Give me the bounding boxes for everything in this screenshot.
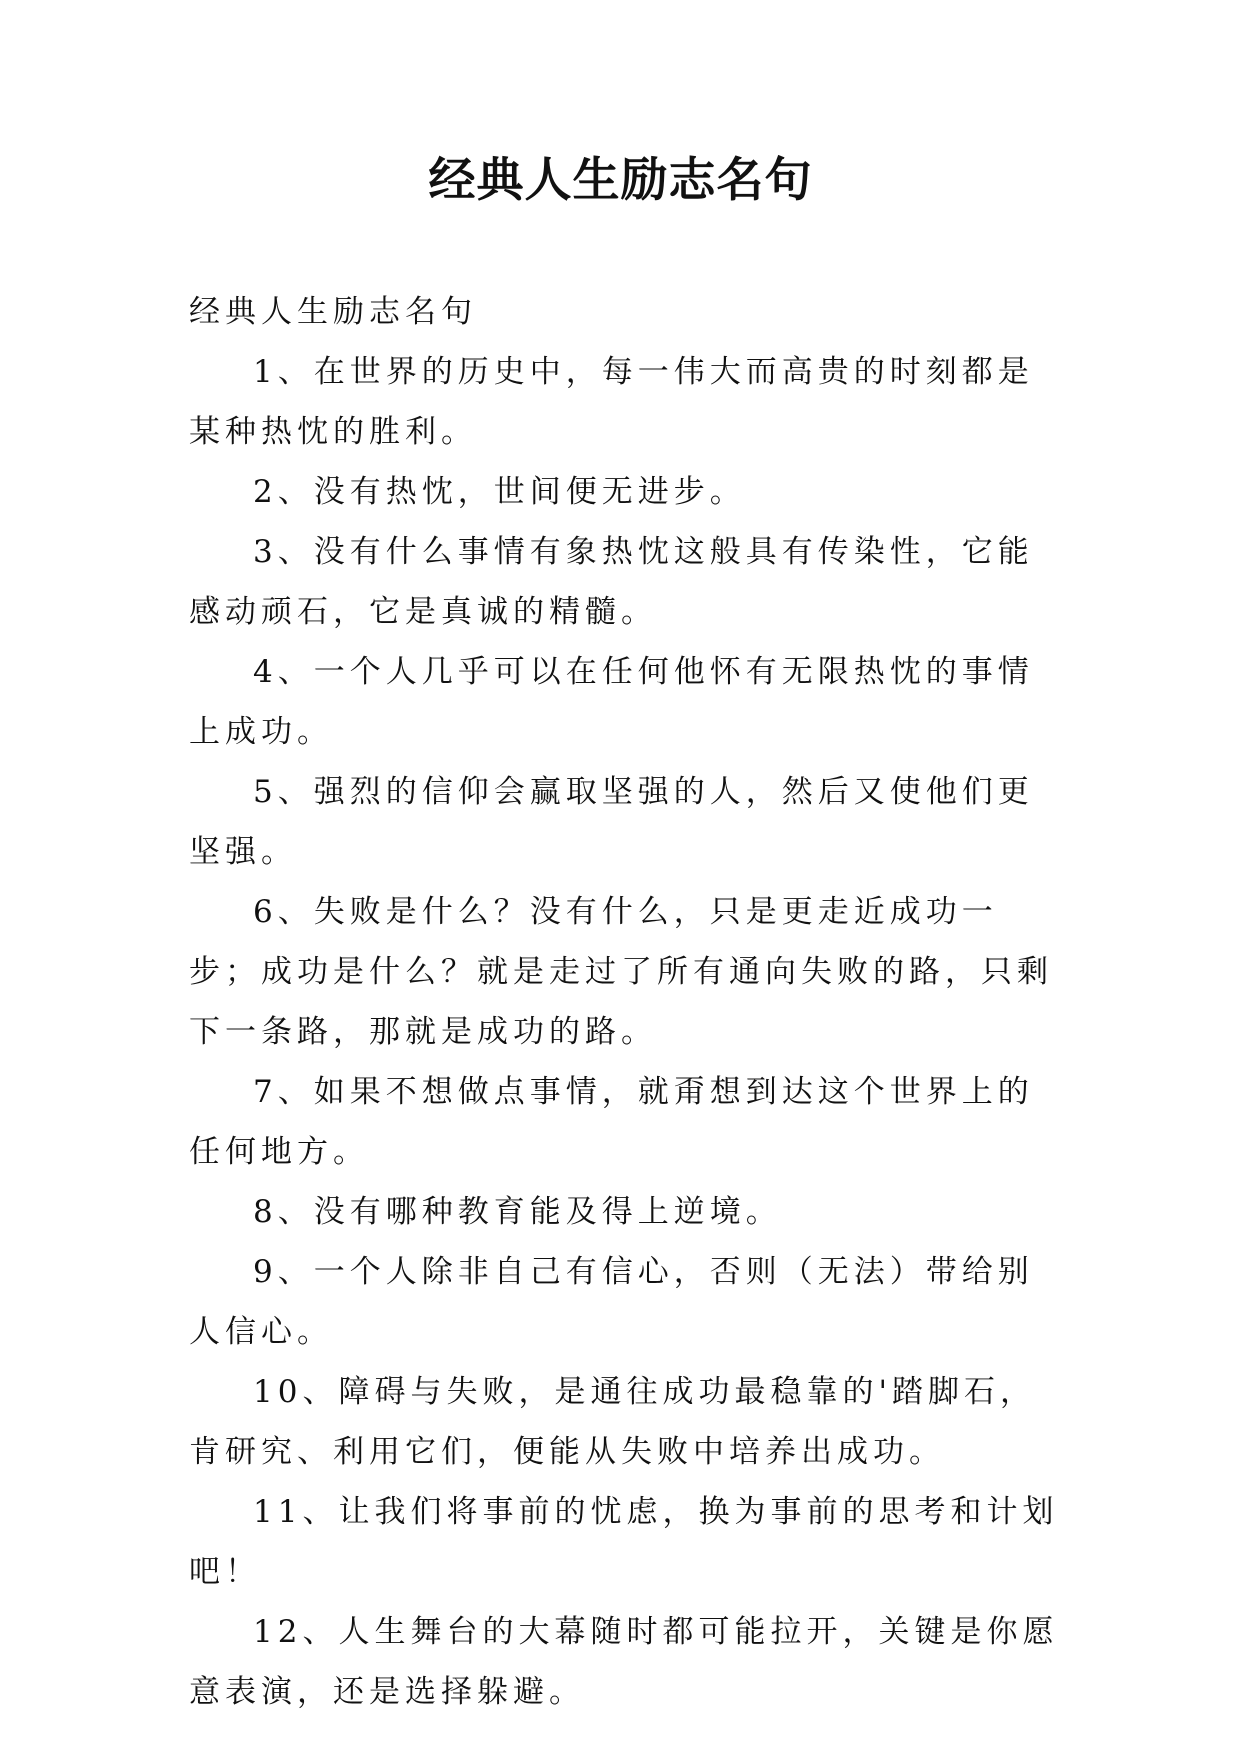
document-title: 经典人生励志名句 bbox=[428, 153, 813, 208]
quote-paragraph: 4、一个人几乎可以在任何他怀有无限热忱的事情上成功。 bbox=[189, 654, 1034, 750]
quote-paragraph: 8、没有哪种教育能及得上逆境。 bbox=[253, 1194, 782, 1230]
quote-paragraph: 9、一个人除非自己有信心，否则（无法）带给别人信心。 bbox=[189, 1254, 1034, 1350]
document-subtitle: 经典人生励志名句 bbox=[189, 294, 477, 330]
quote-paragraph: 11、让我们将事前的忧虑，换为事前的思考和计划吧！ bbox=[189, 1494, 1059, 1590]
quote-paragraph: 2、没有热忱，世间便无进步。 bbox=[253, 474, 746, 510]
quote-paragraph: 7、如果不想做点事情，就甭想到达这个世界上的任何地方。 bbox=[189, 1074, 1034, 1170]
quote-paragraph: 10、障碍与失败，是通往成功最稳靠的'踏脚石，肯研究、利用它们，便能从失败中培养出成功。 bbox=[189, 1374, 1036, 1470]
quote-paragraph: 5、强烈的信仰会赢取坚强的人，然后又使他们更坚强。 bbox=[189, 774, 1034, 870]
quote-paragraph: 3、没有什么事情有象热忱这般具有传染性，它能感动顽石，它是真诚的精髓。 bbox=[189, 534, 1034, 630]
document-body bbox=[189, 282, 1064, 1722]
quote-paragraph: 6、失败是什么？没有什么，只是更走近成功一步；成功是什么？就是走过了所有通向失败的路，只剩下一条路，那就是成功的路。 bbox=[189, 894, 1053, 1050]
quote-paragraph: 1、在世界的历史中，每一伟大而高贵的时刻都是某种热忱的胜利。 bbox=[189, 354, 1034, 450]
quote-paragraph: 12、人生舞台的大幕随时都可能拉开，关键是你愿意表演，还是选择躲避。 bbox=[189, 1614, 1059, 1710]
